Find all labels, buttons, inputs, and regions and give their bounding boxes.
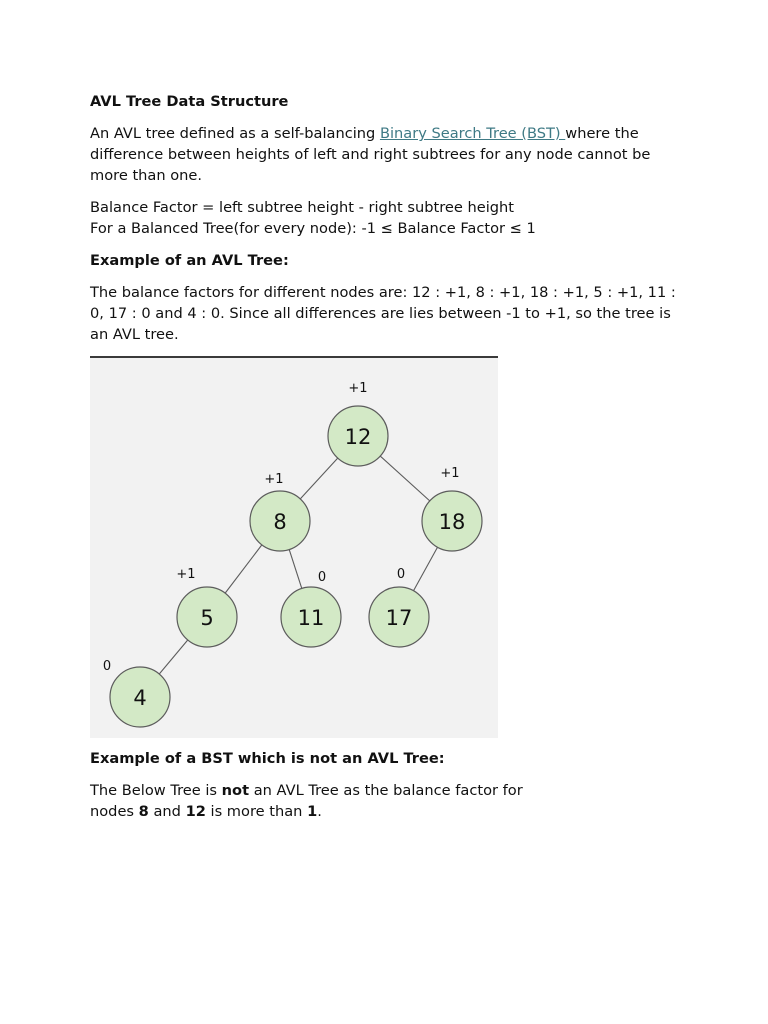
balance-factor-label: 0 [102, 659, 112, 674]
article-content [90, 91, 690, 822]
tree-node-18 [422, 466, 482, 551]
intro-text: An AVL tree defined as a self-balancing [90, 125, 380, 142]
bst-text: nodes [90, 803, 139, 820]
bst-text-bold: not [221, 782, 250, 799]
tree-node-label: 17 [385, 606, 413, 630]
intro-text-rest: where the difference between heights of left and right subtrees for any node cannot be more than one. [90, 125, 651, 184]
page-title: AVL Tree Data Structure [90, 93, 289, 110]
balance-factor-label: 0 [317, 570, 327, 585]
balance-factor-label: +1 [440, 466, 460, 481]
tree-edge-5-4 [159, 640, 187, 674]
balance-factor-label: +1 [348, 381, 368, 396]
tree-edge-8-11 [289, 550, 302, 589]
example-paragraph: The balance factors for different nodes are: 12 : +1, 8 : +1, 18 : +1, 5 : +1, 11 : 0, 17 : 0 and 4 : 0. Since all differences are lies between -1 to +1, so the tree is an AVL tree. [90, 284, 676, 343]
bst-text-bold: 1 [307, 803, 318, 820]
tree-node-8 [250, 472, 310, 551]
avl-tree-figure [90, 358, 498, 738]
bst-text: an AVL Tree as the balance factor for [249, 782, 523, 799]
bst-heading: Example of a BST which is not an AVL Tree: [90, 750, 445, 767]
tree-node-label: 8 [273, 510, 287, 534]
intro-paragraph [90, 123, 690, 186]
tree-node-label: 18 [438, 510, 466, 534]
balance-factor-range: For a Balanced Tree(for every node): -1 ≤ Balance Factor ≤ 1 [90, 220, 536, 237]
balance-factor-definition: Balance Factor = left subtree height - right subtree height [90, 199, 515, 216]
tree-node-12 [328, 381, 388, 466]
tree-node-label: 11 [297, 606, 325, 630]
balance-factor-label: +1 [176, 567, 196, 582]
bst-text: . [317, 803, 322, 820]
bst-text: and [148, 803, 186, 820]
tree-node-label: 4 [133, 686, 147, 710]
tree-edge-8-5 [225, 545, 262, 593]
balance-factor-paragraph [90, 197, 690, 239]
tree-edge-12-8 [300, 458, 337, 499]
tree-node-4 [103, 659, 170, 727]
bst-text: The Below Tree is [90, 782, 222, 799]
bst-link[interactable]: Binary Search Tree (BST) [379, 125, 566, 142]
tree-edge-12-18 [380, 456, 429, 501]
tree-node-11 [281, 570, 341, 647]
tree-node-label: 5 [200, 606, 214, 630]
tree-edge-18-17 [413, 547, 437, 590]
balance-factor-label: +1 [264, 472, 284, 487]
tree-node-label: 12 [344, 425, 372, 449]
bst-text: is more than [205, 803, 308, 820]
bst-paragraph [90, 780, 690, 822]
bst-text-bold: 12 [185, 803, 206, 820]
tree-node-5 [176, 567, 237, 647]
bst-text-bold: 8 [138, 803, 149, 820]
example-heading: Example of an AVL Tree: [90, 252, 289, 269]
avl-tree-diagram [90, 358, 498, 738]
balance-factor-label: 0 [396, 567, 406, 582]
